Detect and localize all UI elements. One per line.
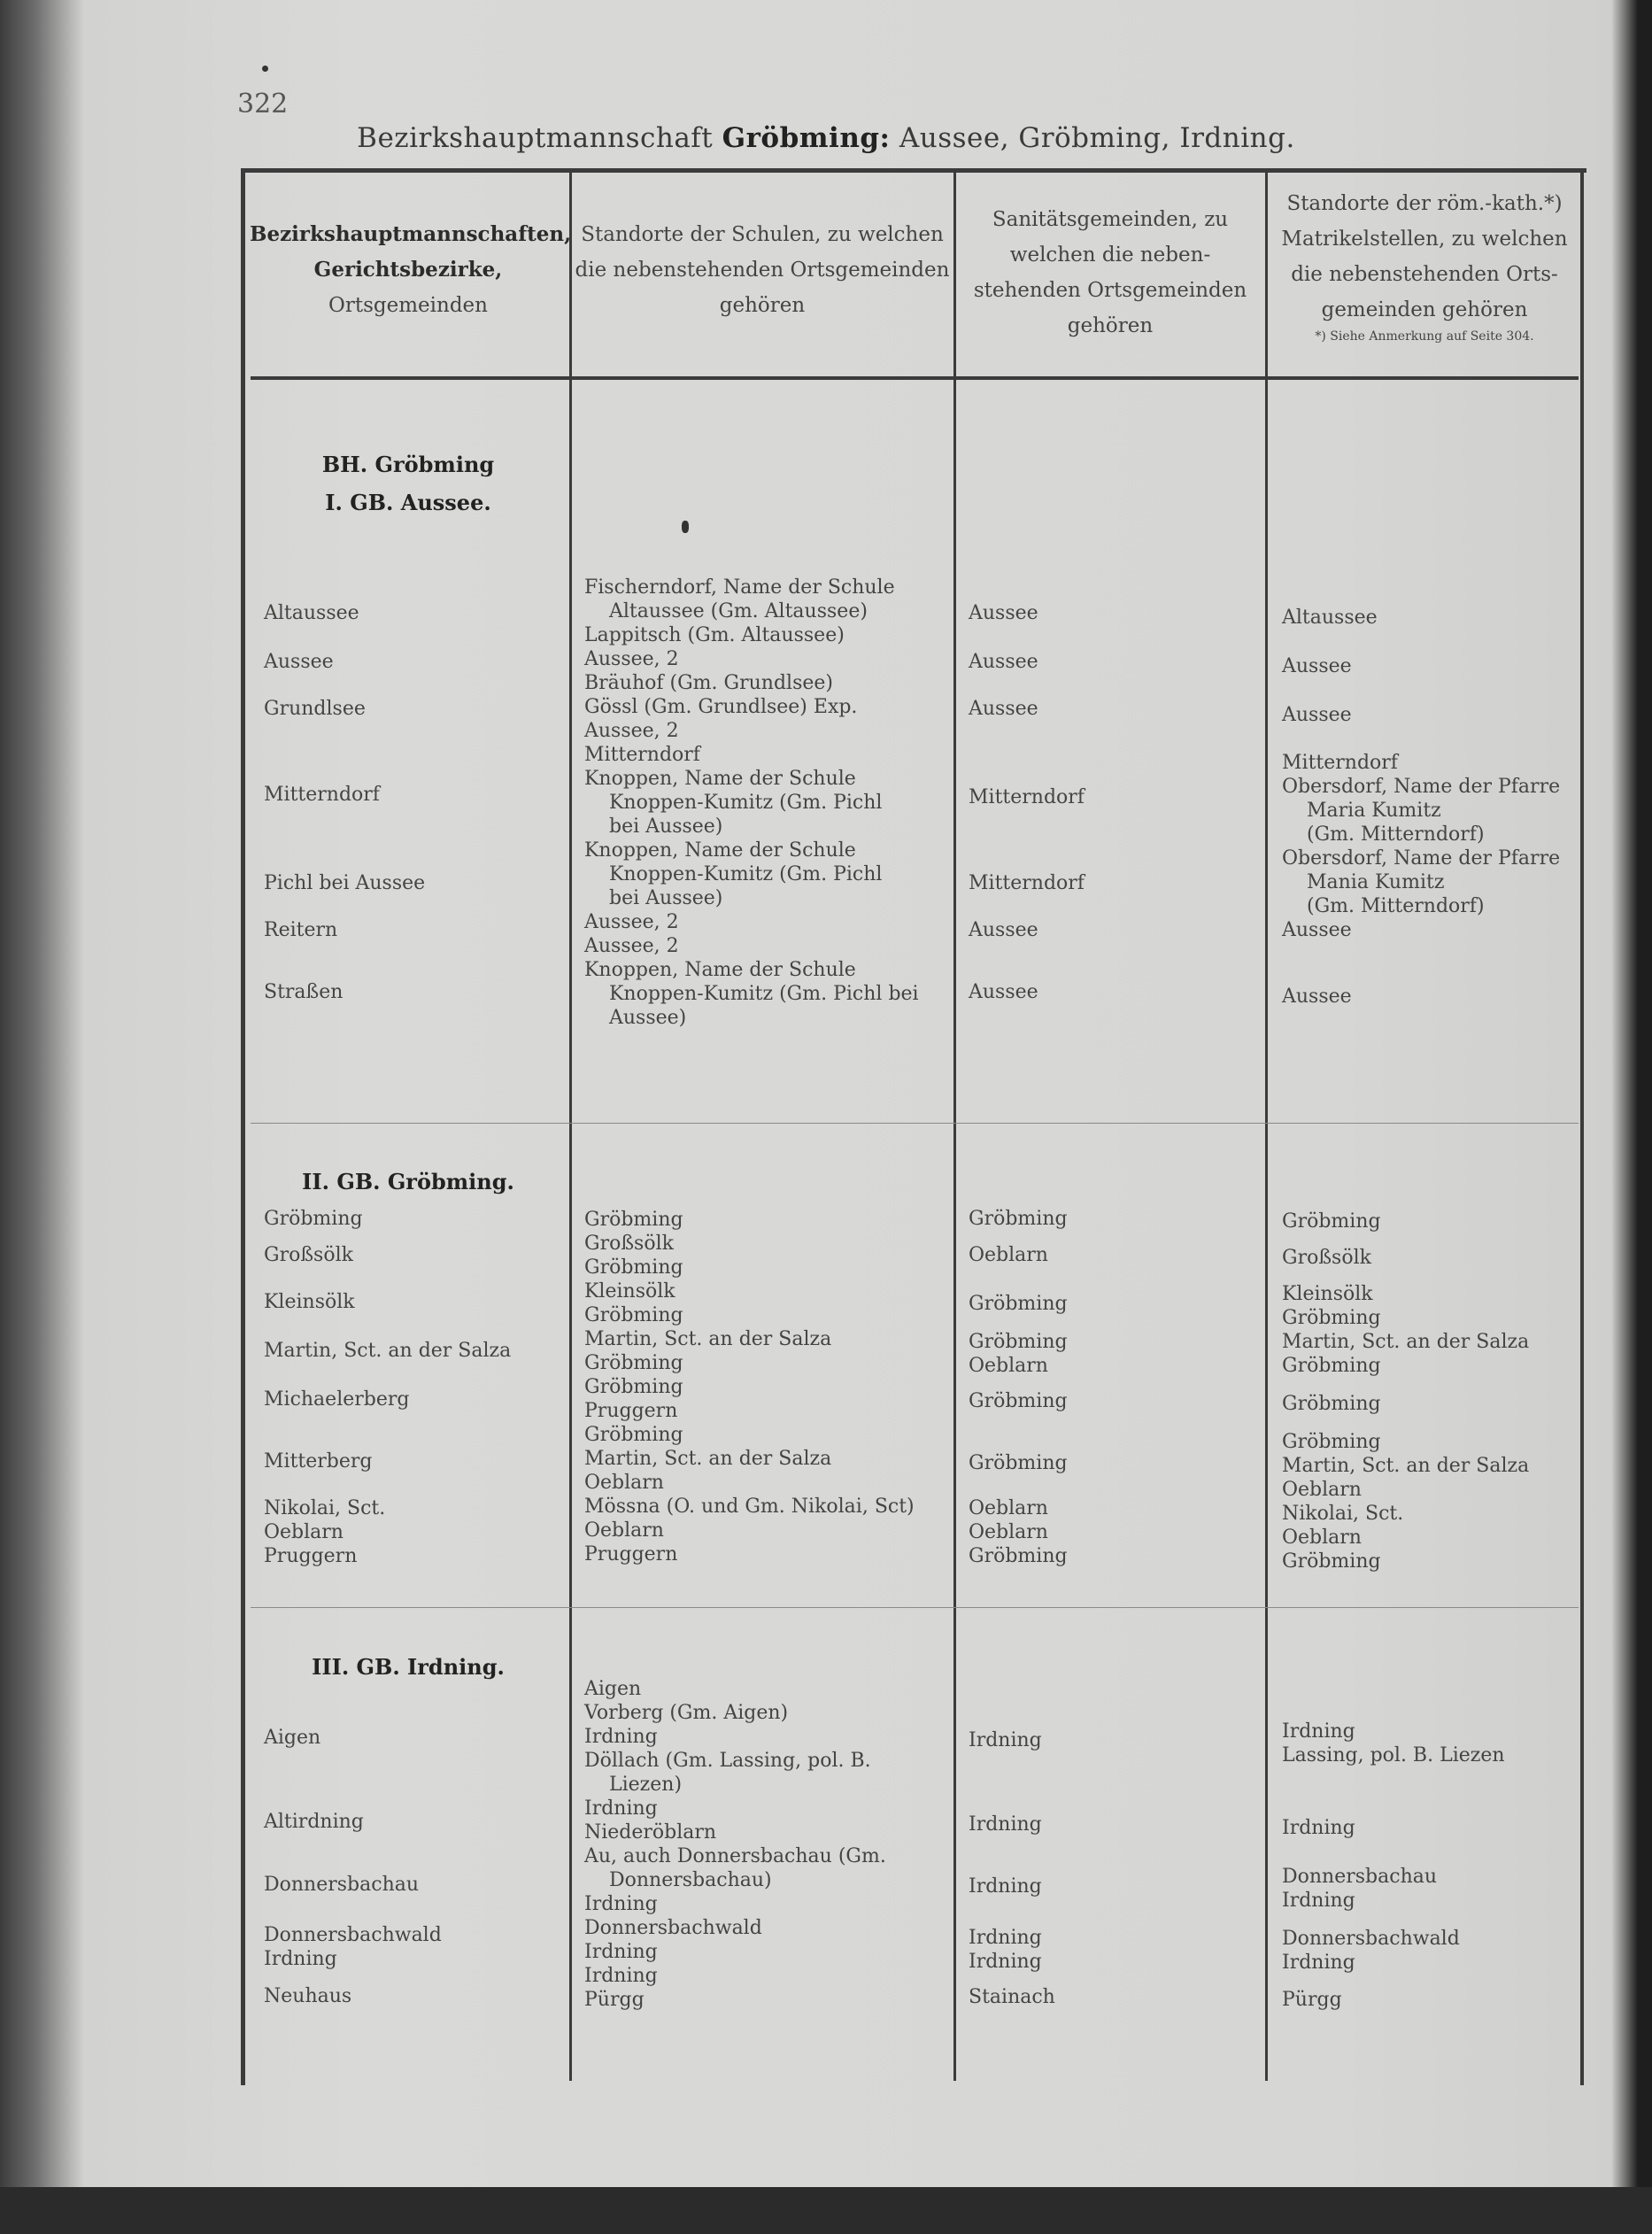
gemeinde: Mitterberg [264,1450,373,1473]
school-entry: Gröbming [584,1256,683,1279]
sanitaet-entry: Gröbming [969,1452,1068,1474]
matrikel-irdning-tail [1282,1927,1460,1975]
matrikel-entry: Großsölk [1282,1247,1371,1269]
sanitaet-entry: Mitterndorf [969,786,1085,808]
ink-dot [262,66,268,72]
school-entry: Au, auch Donnersbachau (Gm. [584,1845,886,1867]
matrikel-entry: Gröbming [1282,1355,1381,1377]
sanitaet-entry: Aussee [969,651,1038,673]
school-entry: Donnersbachwald [584,1917,762,1939]
matrikel-entry: (Gm. Mitterndorf) [1307,823,1485,846]
sanitaet-entry: Irdning [969,1875,1042,1898]
school-entry: Döllach (Gm. Lassing, pol. B. [584,1750,871,1772]
header-col4-line2: Matrikelstellen, zu welchen [1281,228,1568,251]
gemeinde: Grundlsee [264,698,366,720]
school-entry: Knoppen-Kumitz (Gm. Pichl bei [609,983,919,1005]
school-entry: Pruggern [584,1400,678,1422]
header-col4-line3: die nebenstehenden Orts- [1291,263,1558,286]
school-entry: Knoppen-Kumitz (Gm. Pichl [609,863,883,885]
section-rule-1 [251,1123,1579,1124]
sanitaet-entry: Gröbming [969,1331,1068,1353]
section-rule-2 [251,1607,1579,1608]
matrikel-entry: Aussee [1282,655,1352,677]
school-entry: bei Aussee) [609,816,723,838]
header-col1-line3: Ortsgemeinden [328,294,488,317]
matrikel-entry: Nikolai, Sct. [1282,1503,1404,1525]
gemeinde: Martin, Sct. an der Salza [264,1340,512,1362]
sanitaet-entry: Stainach [969,1986,1055,2008]
schools-groebming [584,1208,915,1566]
running-head-prefix: Bezirkshauptmannschaft [357,122,714,154]
school-entry: Pruggern [584,1543,678,1565]
matrikel-entry: Maria Kumitz [1307,800,1441,822]
school-entry: Knoppen, Name der Schule [584,959,856,981]
sanitaet-entry: Gröbming [969,1293,1068,1315]
matrikel-entry: Pürgg [1282,1989,1342,2011]
school-entry: Vorberg (Gm. Aigen) [584,1702,789,1724]
gemeinden-irdning-tail [264,1923,442,1971]
sanitaet-entry: Aussee [969,698,1038,720]
matrikel-aigen-block [1282,1720,1505,1767]
school-entry: Aussee, 2 [584,720,679,742]
gemeinde: Pichl bei Aussee [264,872,426,894]
school-entry: Irdning [584,1965,658,1987]
school-entry: Aussee, 2 [584,648,679,670]
school-entry: Gröbming [584,1424,683,1446]
header-col2-line2: die nebenstehenden Ortsgemeinden [575,259,950,282]
matrikel-donnersbachau-block [1282,1865,1437,1913]
sanitaet-entry: Irdning [969,1927,1042,1949]
sanitaet-entry: Gröbming [969,1208,1068,1230]
sanitaet-entry: Irdning [969,1951,1042,1973]
gemeinde: Pruggern [264,1545,358,1567]
table-top-rule [241,168,1586,173]
matrikel-entry: Gröbming [1282,1431,1381,1453]
matrikel-entry: Kleinsölk [1282,1283,1373,1305]
sanitaet-entry: Aussee [969,919,1038,941]
gemeinde: Oeblarn [264,1521,344,1543]
court-aussee-title: I. GB. Aussee. [325,490,491,515]
matrikel-entry: Obersdorf, Name der Pfarre [1282,847,1561,870]
matrikel-entry: Donnersbachwald [1282,1928,1460,1950]
sanitaet-entry: Oeblarn [969,1355,1048,1377]
school-entry: Lappitsch (Gm. Altaussee) [584,624,845,646]
gemeinde: Altirdning [264,1811,364,1833]
sanitaet-entry: Gröbming [969,1390,1068,1412]
running-head-bold: Gröbming: [722,122,891,154]
matrikel-entry: Irdning [1282,1952,1355,1974]
school-entry: Knoppen, Name der Schule [584,768,856,790]
header-col1-line2: Gerichtsbezirke, [313,258,503,282]
school-entry: Bräuhof (Gm. Grundlsee) [584,672,833,694]
gemeinde: Neuhaus [264,1985,352,2007]
ink-mark [682,521,689,533]
scan-bottom-border [0,2187,1652,2234]
matrikel-entry: Gröbming [1282,1307,1381,1329]
matrikel-groebming-block [1282,1282,1529,1378]
school-entry: Oeblarn [584,1472,664,1494]
matrikel-entry: Martin, Sct. an der Salza [1282,1455,1530,1477]
running-head-rest: Aussee, Gröbming, Irdning. [899,122,1295,154]
matrikel-entry: Aussee [1282,704,1352,726]
school-entry: Altaussee (Gm. Altaussee) [609,600,868,622]
school-entry: bei Aussee) [609,887,723,909]
school-entry: Kleinsölk [584,1280,675,1303]
school-entry: Gröbming [584,1352,683,1374]
school-entry: Mössna (O. und Gm. Nikolai, Sct) [584,1496,915,1518]
table-left-rule [241,168,245,2085]
school-entry: Gössl (Gm. Grundlsee) Exp. [584,696,858,718]
gemeinde: Altaussee [264,602,359,624]
sanitaet-entry: Gröbming [969,1545,1068,1567]
district-title: BH. Gröbming [321,452,495,477]
header-col4-line4: gemeinden gehören [1321,298,1528,321]
matrikel-entry: Lassing, pol. B. Liezen [1282,1744,1505,1766]
header-col3-line2: welchen die neben- [1009,243,1211,267]
matrikel-groebming-tail [1282,1430,1529,1573]
matrikel-entry: Oeblarn [1282,1527,1362,1549]
court-irdning-title: III. GB. Irdning. [312,1654,505,1680]
matrikel-entry: Gröbming [1282,1210,1381,1233]
header-col3-line1: Sanitätsgemeinden, zu [992,208,1229,231]
sanitaet-martin-block [969,1330,1068,1378]
sanitaet-entry: Mitterndorf [969,872,1085,894]
header-col1 [250,217,572,323]
header-col4-line1: Standorte der röm.-kath.*) [1286,192,1563,215]
school-entry: Aussee, 2 [584,911,679,933]
school-entry: Gröbming [584,1376,683,1398]
header-col2-line1: Standorte der Schulen, zu welchen [581,223,944,246]
matrikel-entry: Irdning [1282,1817,1355,1839]
column-rule-2 [953,173,956,2081]
matrikel-entry: Obersdorf, Name der Pfarre [1282,776,1561,798]
header-col3-line3: stehenden Ortsgemeinden [973,279,1247,302]
header-col4-note: *) Siehe Anmerkung auf Seite 304. [1315,329,1534,344]
matrikel-entry: Gröbming [1282,1393,1381,1415]
header-col2-line3: gehören [719,294,806,317]
school-entry: Aussee, 2 [584,935,679,957]
school-entry: Knoppen, Name der Schule [584,839,856,862]
school-entry: Gröbming [584,1304,683,1326]
sanitaet-entry: Irdning [969,1813,1042,1836]
sanitaet-entry: Oeblarn [969,1521,1048,1543]
schools-irdning [584,1677,886,2012]
school-entry: Donnersbachau) [609,1869,772,1891]
sanitaet-irdning-tail [969,1926,1042,1974]
gemeinde: Michaelerberg [264,1388,410,1411]
page-number: 322 [237,89,289,120]
school-entry: Pürgg [584,1989,645,2011]
header-col3 [958,202,1262,344]
running-head [0,122,1652,154]
gemeinde: Aigen [264,1727,321,1749]
matrikel-entry: Mitterndorf [1282,752,1398,774]
matrikel-entry: Oeblarn [1282,1479,1362,1501]
court-groebming-title: II. GB. Gröbming. [302,1169,514,1194]
school-entry: Irdning [584,1726,658,1748]
sanitaet-groebming-tail [969,1496,1068,1568]
matrikel-entry: Mania Kumitz [1307,871,1445,893]
sanitaet-entry: Aussee [969,602,1038,624]
gemeinde: Donnersbachau [264,1874,420,1896]
school-entry: Aigen [584,1678,642,1700]
matrikel-entry: Aussee [1282,986,1352,1008]
sanitaet-entry: Oeblarn [969,1244,1048,1266]
gemeinde: Donnersbachwald [264,1924,442,1946]
matrikel-mitterndorf-block [1282,751,1560,942]
school-entry: Niederöblarn [584,1821,717,1844]
school-entry: Oeblarn [584,1519,664,1542]
gemeinde: Großsölk [264,1244,353,1266]
column-rule-3 [1265,173,1268,2081]
school-entry: Knoppen-Kumitz (Gm. Pichl [609,792,883,814]
matrikel-entry: Aussee [1282,919,1352,941]
school-entry: Irdning [584,1893,658,1915]
gemeinde: Aussee [264,651,334,673]
gemeinde: Straßen [264,981,344,1003]
header-bottom-rule [251,376,1579,380]
gemeinde: Gröbming [264,1208,363,1230]
matrikel-entry: Martin, Sct. an der Salza [1282,1331,1530,1353]
school-entry: Martin, Sct. an der Salza [584,1328,832,1350]
school-entry: Aussee) [609,1007,687,1029]
gemeinde: Kleinsölk [264,1291,355,1313]
gemeinde: Reitern [264,919,338,941]
gemeinde: Nikolai, Sct. [264,1497,386,1519]
sanitaet-entry: Irdning [969,1729,1042,1751]
school-entry: Martin, Sct. an der Salza [584,1448,832,1470]
matrikel-entry: Altaussee [1282,607,1378,629]
header-col2 [574,217,951,323]
school-entry: Fischerndorf, Name der Schule [584,576,895,599]
matrikel-entry: Gröbming [1282,1550,1381,1573]
school-entry: Irdning [584,1797,658,1820]
school-entry: Großsölk [584,1233,674,1255]
gemeinde: Mitterndorf [264,784,380,806]
gemeinde: Irdning [264,1948,337,1970]
matrikel-entry: Donnersbachau [1282,1866,1438,1888]
header-col3-line4: gehören [1067,314,1154,337]
school-entry: Mitterndorf [584,744,700,766]
school-entry: Irdning [584,1941,658,1963]
sanitaet-entry: Aussee [969,981,1038,1003]
matrikel-entry: Irdning [1282,1720,1355,1743]
table-right-rule [1580,168,1584,2085]
matrikel-entry: Irdning [1282,1890,1355,1912]
school-entry: Liezen) [609,1774,683,1796]
gemeinden-groebming-tail [264,1496,385,1568]
header-col4 [1270,186,1579,345]
matrikel-entry: (Gm. Mitterndorf) [1307,895,1485,917]
header-col1-line1: Bezirkshauptmannschaften, [250,222,572,246]
column-rule-1 [569,173,572,2081]
school-entry: Gröbming [584,1209,683,1231]
schools-aussee [584,576,919,1030]
sanitaet-entry: Oeblarn [969,1497,1048,1519]
